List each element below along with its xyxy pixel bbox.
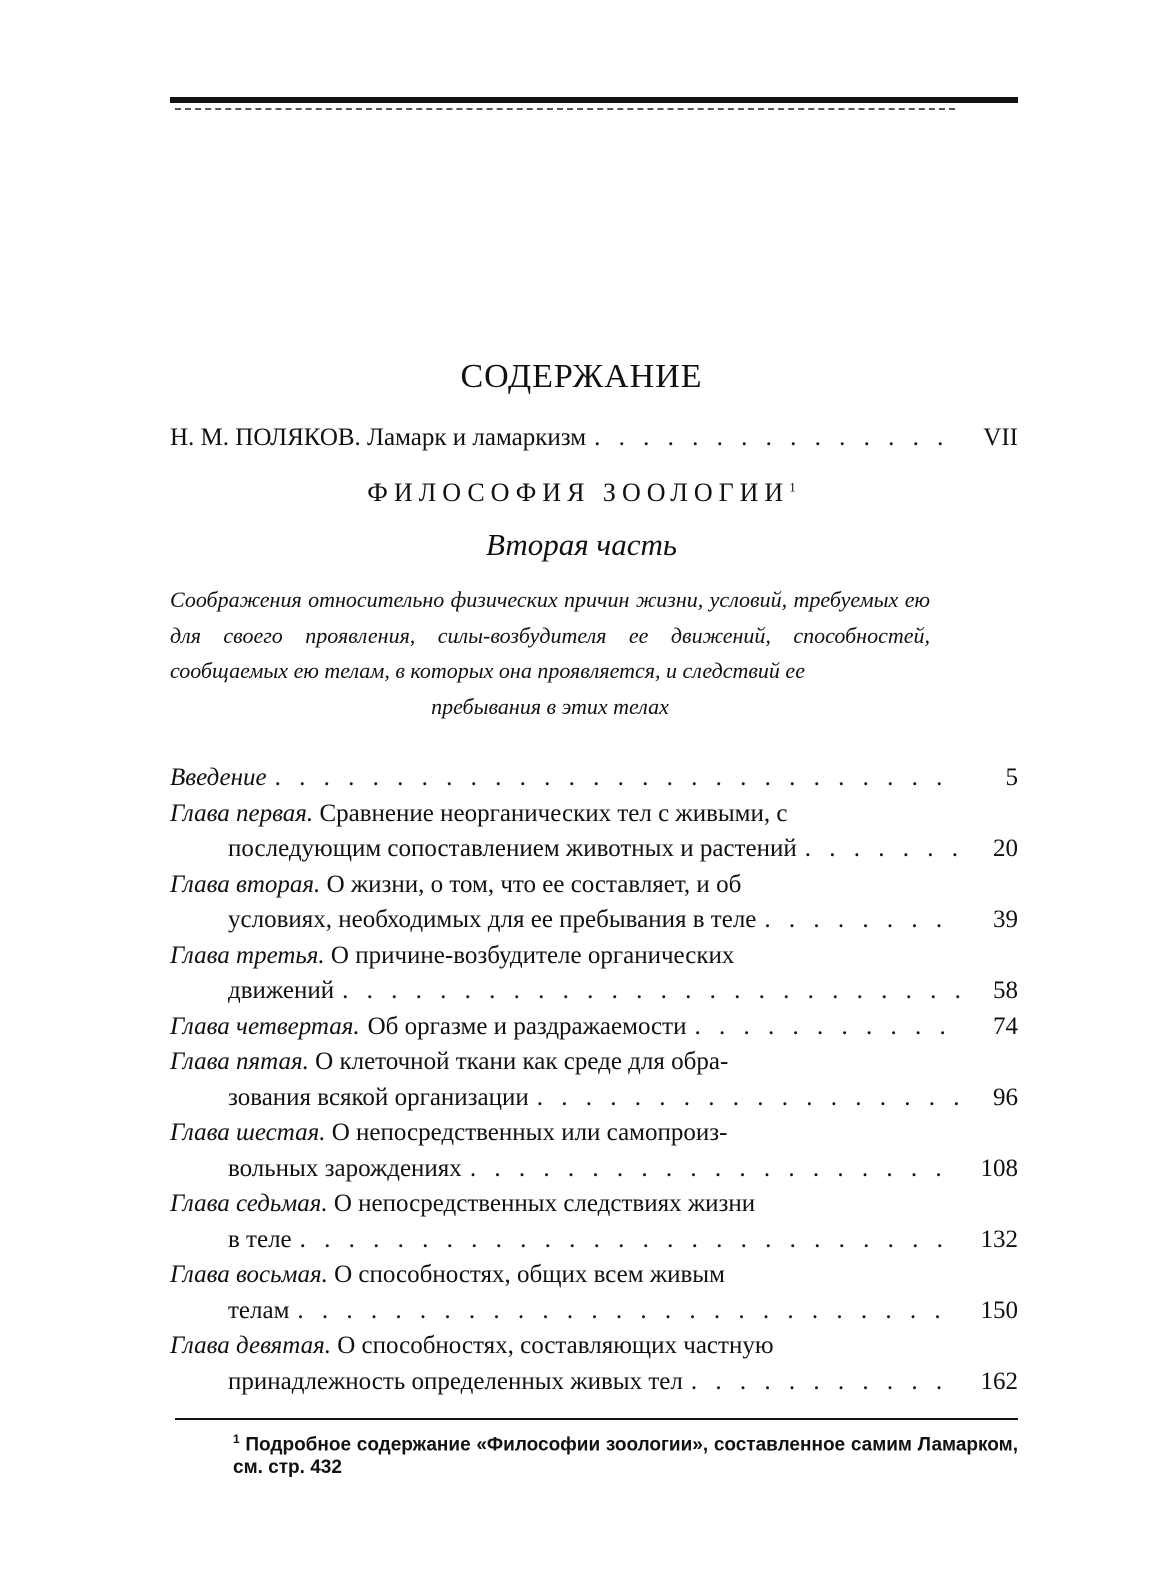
leader-dots <box>300 1222 960 1258</box>
toc-entry[interactable] <box>170 796 1018 867</box>
toc-entry-label: Глава девятая. <box>170 1332 331 1359</box>
toc-entry-label: Глава первая. <box>170 799 314 827</box>
toc-entry-page: 20 <box>993 835 1018 862</box>
footnote-rule <box>175 1418 1018 1420</box>
toc-entry-title: О способностях, общих всем живым <box>334 1261 725 1288</box>
toc-entry-page: 58 <box>993 977 1018 1004</box>
toc-entry-page: 108 <box>980 1154 1018 1182</box>
book-title-text: ФИЛОСОФИЯ ЗООЛОГИИ <box>367 478 790 507</box>
toc-entry-page: 74 <box>993 1012 1018 1040</box>
toc-entry-label: Глава вторая. <box>170 870 321 898</box>
toc-entry-title: О способностях, составляющих частную <box>337 1332 774 1359</box>
toc-entry-page: 162 <box>980 1367 1018 1395</box>
part-subtitle <box>170 582 930 724</box>
toc-intro-entry[interactable] <box>170 424 1018 452</box>
toc-entry[interactable] <box>170 938 1018 1009</box>
top-rule <box>170 97 1018 103</box>
toc-entry[interactable] <box>170 1115 1018 1186</box>
leader-dots <box>691 1364 960 1400</box>
toc-entry-label: Глава третья. <box>170 941 325 969</box>
toc-entry-title: О непосредственных следствиях жизни <box>333 1190 756 1217</box>
toc-entry-page: 5 <box>1005 764 1018 791</box>
toc-entry-title-cont: принадлежность определенных живых тел <box>228 1367 683 1395</box>
toc-entry-title: О причине-возбудителе органических <box>330 941 735 969</box>
toc-entry-title: О клеточной ткани как среде для обра- <box>315 1048 729 1075</box>
toc-entry-label: Глава четвертая. <box>170 1012 360 1040</box>
toc-entry-title: Об оргазме и раздражаемости <box>367 1012 687 1040</box>
book-title-note-marker: 1 <box>789 479 796 495</box>
leader-dots <box>275 760 960 796</box>
toc-entry-page: 96 <box>993 1083 1018 1111</box>
toc-entry-label: Глава пятая. <box>170 1048 309 1075</box>
toc-entry[interactable] <box>170 1186 1018 1257</box>
toc-entry-title-cont: условиях, необходимых для ее пребывания в теле <box>228 906 757 933</box>
toc-entry-page: 39 <box>993 906 1018 933</box>
leader-dots <box>297 1293 960 1329</box>
leader-dots <box>342 973 960 1009</box>
part-title: Вторая часть <box>486 527 677 562</box>
toc-entry[interactable] <box>170 760 1018 796</box>
toc-entry-label: Глава шестая. <box>170 1119 326 1146</box>
leader-dots <box>537 1080 960 1116</box>
toc-entry-title-cont: вольных зарождениях <box>228 1154 462 1182</box>
toc-entry[interactable] <box>170 1257 1018 1328</box>
leader-dots <box>764 902 960 938</box>
toc-entry-title-cont: зования всякой организации <box>228 1083 529 1111</box>
leader-dots <box>470 1151 960 1187</box>
toc-entry-title-cont: последующим сопоставлением животных и растений <box>228 835 797 862</box>
toc-entry-title-cont: в теле <box>228 1225 292 1253</box>
toc-entry-title: О жизни, о том, что ее составляет, и об <box>326 870 742 898</box>
toc-entry-label: Введение <box>170 764 267 791</box>
toc-list <box>170 760 1018 1399</box>
toc-entry-title-cont: движений <box>228 977 335 1004</box>
top-rule-thin <box>175 108 955 110</box>
toc-entry-label: Глава восьмая. <box>170 1261 328 1288</box>
toc-entry-label: Глава седьмая. <box>170 1190 328 1217</box>
leader-dots <box>694 1009 960 1045</box>
toc-entry[interactable] <box>170 867 1018 938</box>
book-title <box>0 478 1163 508</box>
part-subtitle-body: Соображения относительно физических причин жизни, условий, требуемых ею для своего проявления, силы-возбудителя ее движений, способностей, сообщаемых ею телам, в которых она проявляется, и следствий ее <box>170 587 930 683</box>
leader-dots <box>594 424 960 452</box>
intro-page: VII <box>983 424 1018 451</box>
toc-entry-title: Сравнение неорганических тел с живыми, с <box>319 799 788 827</box>
toc-entry[interactable] <box>170 1328 1018 1399</box>
part-subtitle-last: пребывания в этих телах <box>431 693 669 719</box>
footnote-marker: 1 <box>233 1432 240 1446</box>
intro-text: Н. М. ПОЛЯКОВ. Ламарк и ламаркизм <box>170 424 587 451</box>
toc-entry-title-cont: телам <box>228 1296 290 1324</box>
toc-entry[interactable] <box>170 1044 1018 1115</box>
toc-entry-page: 150 <box>980 1296 1018 1324</box>
page-title: СОДЕРЖАНИЕ <box>460 358 703 395</box>
leader-dots <box>805 831 960 867</box>
toc-entry-page: 132 <box>980 1225 1018 1253</box>
footnote <box>175 1428 1018 1479</box>
footnote-text: Подробное содержание «Философии зоологии», составленное самим Ламарком, см. стр. 432 <box>233 1434 1018 1479</box>
toc-entry-title: О непосредственных или самопроиз- <box>331 1119 728 1146</box>
toc-entry[interactable] <box>170 1009 1018 1045</box>
